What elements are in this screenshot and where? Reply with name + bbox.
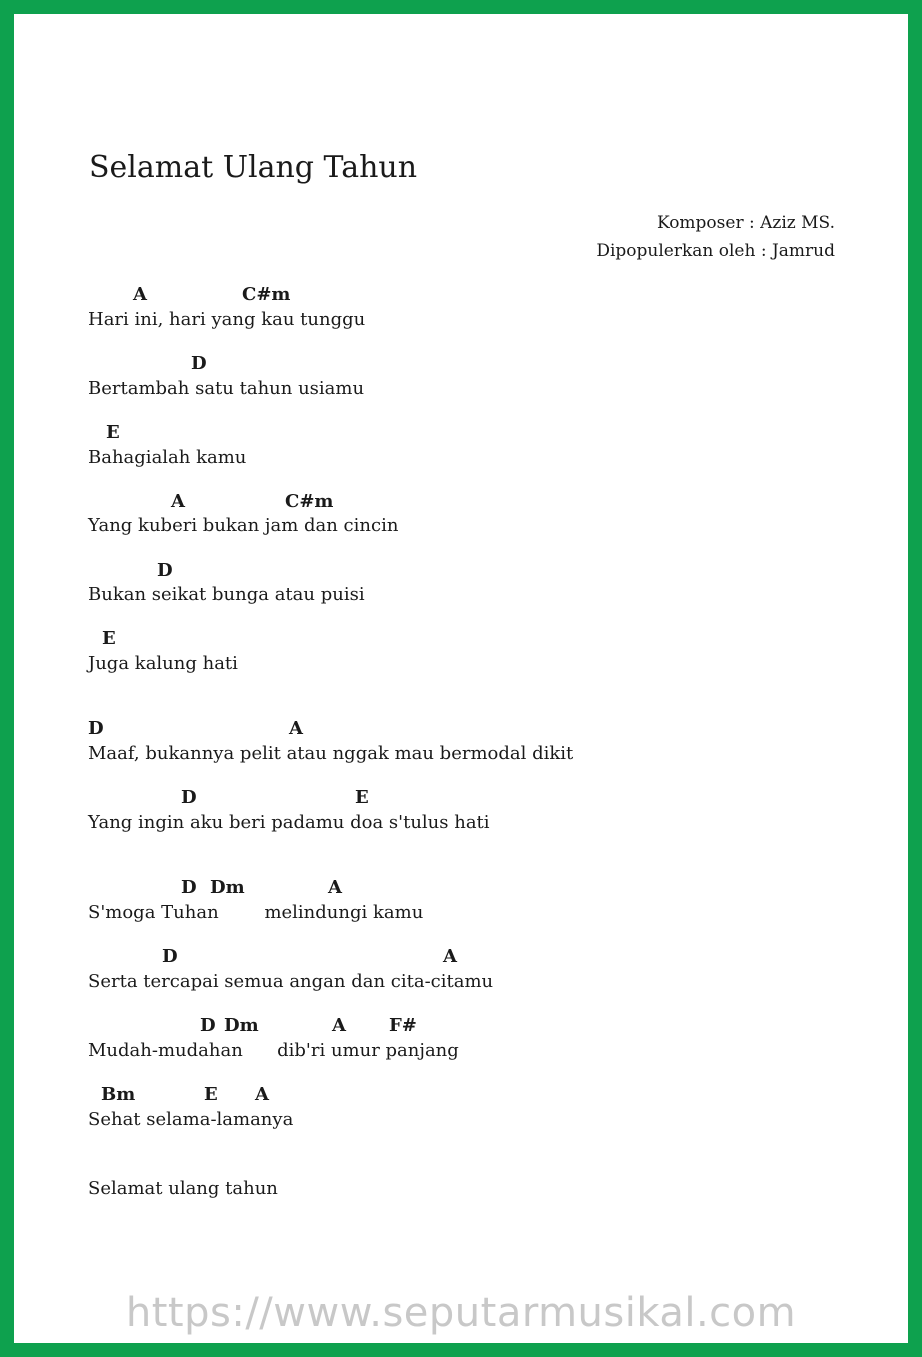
chord-marker: D [181, 787, 197, 808]
lyric-line: Hari ini, hari yang kau tunggu [88, 309, 366, 330]
chord-marker: A [255, 1084, 269, 1105]
lyric-line: Maaf, bukannya pelit atau nggak mau bermodal dikit [88, 743, 574, 764]
website-watermark: https://www.seputarmusikal.com [125, 1290, 797, 1336]
song-title: Selamat Ulang Tahun [89, 150, 418, 185]
chord-marker: Bm [101, 1084, 136, 1105]
lyric-line: Serta tercapai semua angan dan cita-citamu [88, 971, 494, 992]
chord-marker: F# [389, 1015, 417, 1036]
chord-marker: Dm [210, 877, 245, 898]
lyric-line: Sehat selama-lamanya [88, 1109, 294, 1130]
lyric-line: Selamat ulang tahun [88, 1178, 278, 1199]
chord-marker: Dm [224, 1015, 259, 1036]
chord-marker: A [443, 946, 457, 967]
chord-marker: D [181, 877, 197, 898]
chord-marker: E [106, 422, 120, 443]
chord-marker: E [102, 628, 116, 649]
chord-marker: E [355, 787, 369, 808]
lyric-line: Yang ingin aku beri padamu doa s'tulus hati [88, 812, 490, 833]
lyric-line: S'moga Tuhan melindungi kamu [88, 902, 424, 923]
chord-marker: C#m [242, 284, 291, 305]
chord-marker: C#m [285, 491, 334, 512]
chord-marker: D [162, 946, 178, 967]
chord-marker: E [204, 1084, 218, 1105]
chord-marker: D [200, 1015, 216, 1036]
lyric-line: Bahagialah kamu [88, 447, 247, 468]
chord-marker: D [88, 718, 104, 739]
composer-credit: Komposer : Aziz MS. [656, 213, 835, 233]
chord-marker: A [332, 1015, 346, 1036]
lyric-line: Yang kuberi bukan jam dan cincin [88, 515, 399, 536]
chord-marker: A [328, 877, 342, 898]
chord-marker: A [171, 491, 185, 512]
chord-marker: A [289, 718, 303, 739]
lyric-line: Juga kalung hati [88, 653, 238, 674]
chord-marker: D [191, 353, 207, 374]
lyric-line: Bukan seikat bunga atau puisi [88, 584, 365, 605]
chord-marker: D [157, 560, 173, 581]
lyric-line: Mudah-mudahan dib'ri umur panjang [88, 1040, 459, 1061]
lyric-line: Bertambah satu tahun usiamu [88, 378, 365, 399]
popularized-by-credit: Dipopulerkan oleh : Jamrud [596, 241, 835, 261]
chord-marker: A [133, 284, 147, 305]
